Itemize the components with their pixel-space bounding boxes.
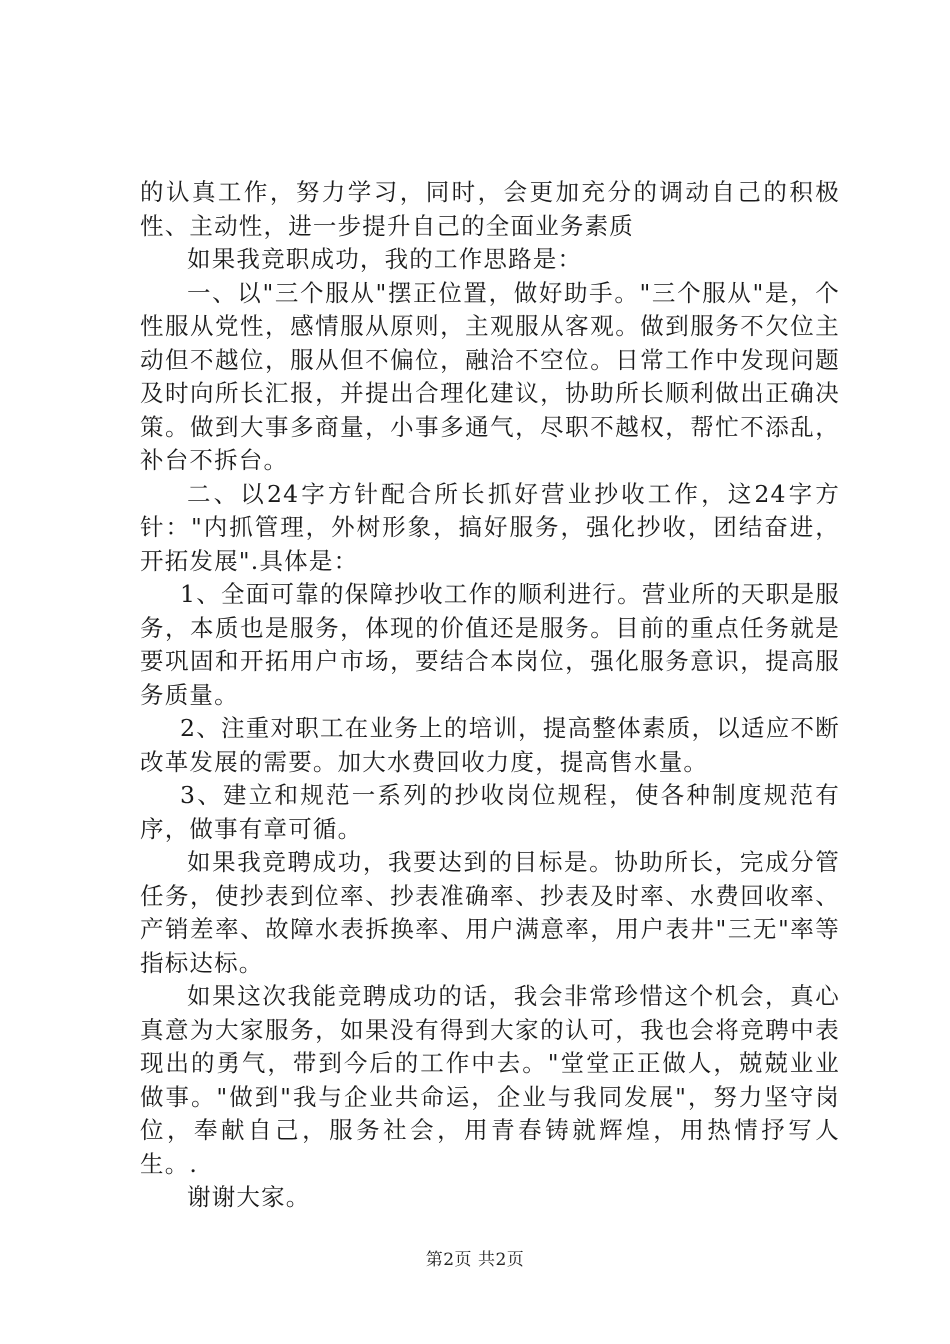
paragraph-subpoint-1: 1、全面可靠的保障抄收工作的顺利进行。营业所的天职是服务，本质也是服务，体现的价值还是服务。目前的重点任务就是要巩固和开拓用户市场，要结合本岗位，强化服务意识，提高服务质量。 bbox=[140, 580, 840, 709]
paragraph-work-approach-intro: 如果我竞职成功，我的工作思路是： bbox=[187, 245, 583, 273]
paragraph-point-two: 二、以24字方针配合所长抓好营业抄收工作，这24字方针："内抓管理，外树形象，搞好服务，强化抄收，团结奋进，开拓发展".具体是： bbox=[140, 479, 840, 575]
paragraph-closing-pledge: 如果这次我能竞聘成功的话，我会非常珍惜这个机会，真心真意为大家服务，如果没有得到大家的认可，我也会将竞聘中表现出的勇气，带到今后的工作中去。"堂堂正正做人，兢兢业业做事。"做到"我与企业共命运，企业与我同发展"，努力坚守岗位，奉献自己，服务社会，用青春铸就辉煌，用热情抒写人生。. bbox=[140, 982, 840, 1178]
paragraph-continuation: 的认真工作，努力学习，同时，会更加充分的调动自己的积极性、主动性，进一步提升自己的全面业务素质 bbox=[140, 178, 840, 240]
paragraph-goals: 如果我竞聘成功，我要达到的目标是。协助所长，完成分管任务，使抄表到位率、抄表准确率、抄表及时率、水费回收率、产销差率、故障水表拆换率、用户满意率，用户表井"三无"率等指标达标。 bbox=[140, 848, 840, 977]
paragraph-thanks: 谢谢大家。 bbox=[187, 1183, 311, 1211]
document-body bbox=[140, 176, 840, 1215]
page-footer: 第2页 共2页 bbox=[425, 1250, 525, 1270]
paragraph-point-one: 一、以"三个服从"摆正位置，做好助手。"三个服从"是，个性服从党性，感情服从原则，主观服从客观。做到服务不欠位主动但不越位，服从但不偏位，融洽不空位。日常工作中发现问题及时向所长汇报，并提出合理化建议，协助所长顺利做出正确决策。做到大事多商量，小事多通气，尽职不越权，帮忙不添乱，补台不拆台。 bbox=[140, 278, 840, 474]
paragraph-subpoint-3: 3、建立和规范一系列的抄收岗位规程，使各种制度规范有序，做事有章可循。 bbox=[140, 781, 840, 843]
paragraph-subpoint-2: 2、注重对职工在业务上的培训，提高整体素质，以适应不断改革发展的需要。加大水费回收力度，提高售水量。 bbox=[140, 714, 840, 776]
